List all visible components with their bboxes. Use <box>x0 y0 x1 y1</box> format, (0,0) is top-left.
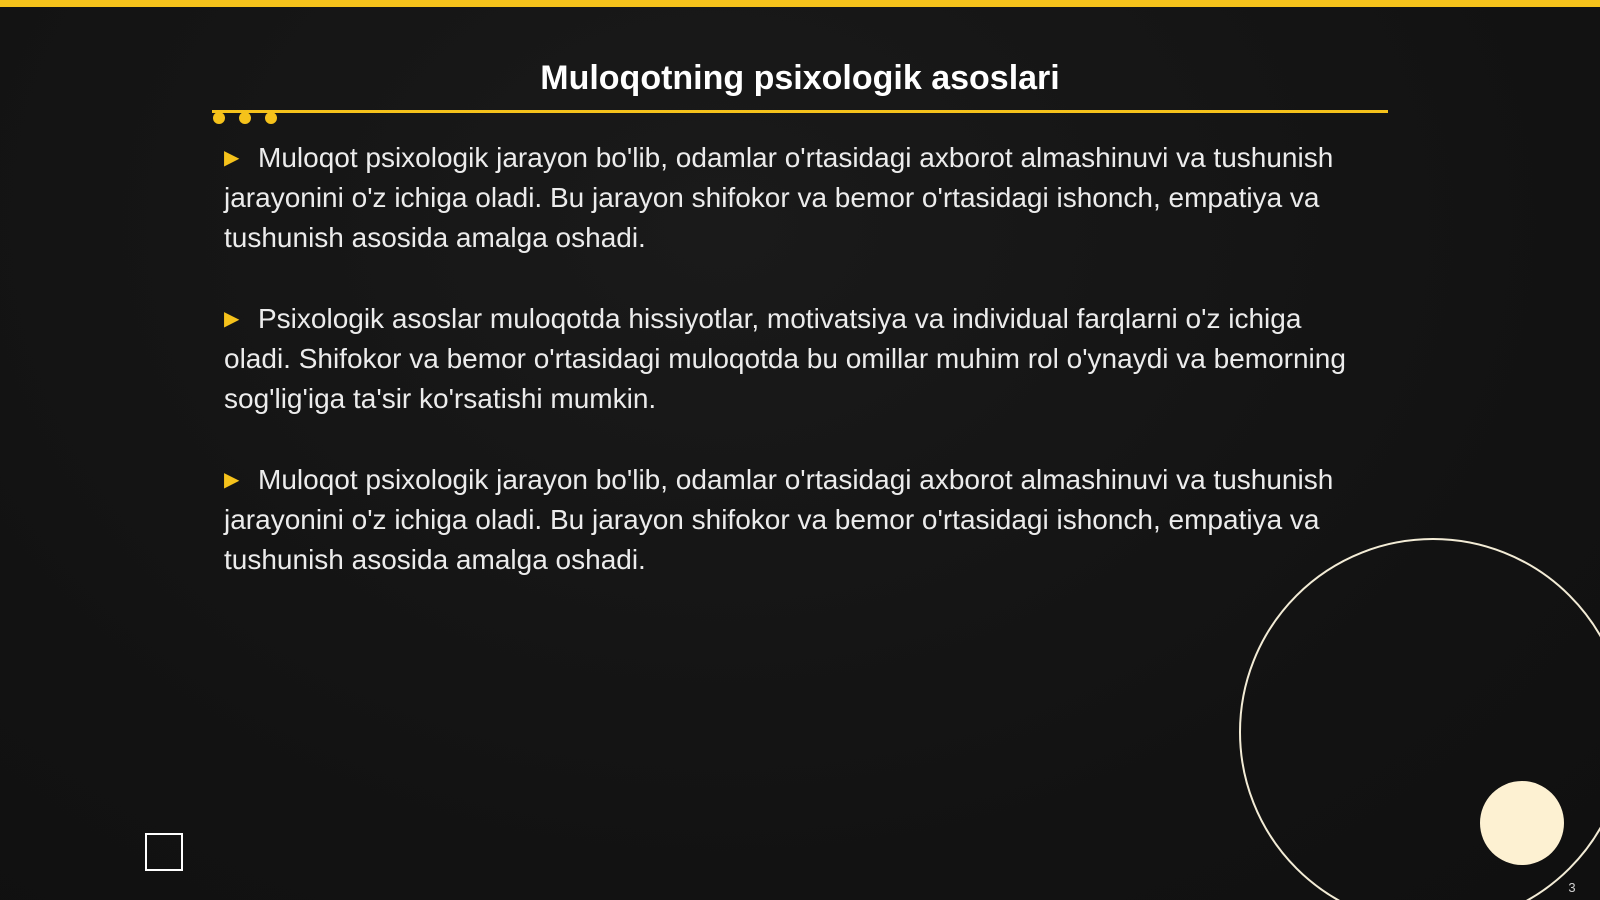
top-accent-bar <box>0 0 1600 7</box>
decorative-dot <box>265 112 277 124</box>
bullet-arrow-icon: ▶ <box>224 308 240 330</box>
bullet-text: Muloqot psixologik jarayon bo'lib, odamlar o'rtasidagi axborot almashinuvi va tushunish jarayonini o'z ichiga oladi. Bu jarayon shifokor va bemor o'rtasidagi ishonch, empatiya va tushunish asosida amalga oshadi. <box>224 464 1334 575</box>
bullet-item <box>224 460 1374 580</box>
bullet-text: Psixologik asoslar muloqotda hissiyotlar, motivatsiya va individual farqlarni o'z ichiga oladi. Shifokor va bemor o'rtasidagi muloqotda bu omillar muhim rol o'ynaydi va bemorning sog'lig'iga ta'sir ko'rsatishi mumkin. <box>224 303 1346 414</box>
decorative-dot <box>213 112 225 124</box>
bullet-text: Muloqot psixologik jarayon bo'lib, odamlar o'rtasidagi axborot almashinuvi va tushunish jarayonini o'z ichiga oladi. Bu jarayon shifokor va bemor o'rtasidagi ishonch, empatiya va tushunish asosida amalga oshadi. <box>224 142 1334 253</box>
page-number: 3 <box>1568 880 1576 895</box>
bullet-arrow-icon: ▶ <box>224 469 240 491</box>
slide-title: Muloqotning psixologik asoslari <box>540 59 1060 97</box>
decorative-dot <box>239 112 251 124</box>
bullet-arrow-icon: ▶ <box>224 147 240 169</box>
bullet-item <box>224 299 1374 419</box>
bullet-list <box>224 138 1374 621</box>
decorative-ball <box>1480 781 1564 865</box>
title-underline <box>212 110 1388 113</box>
bullet-item <box>224 138 1374 258</box>
decorative-square <box>145 833 183 871</box>
